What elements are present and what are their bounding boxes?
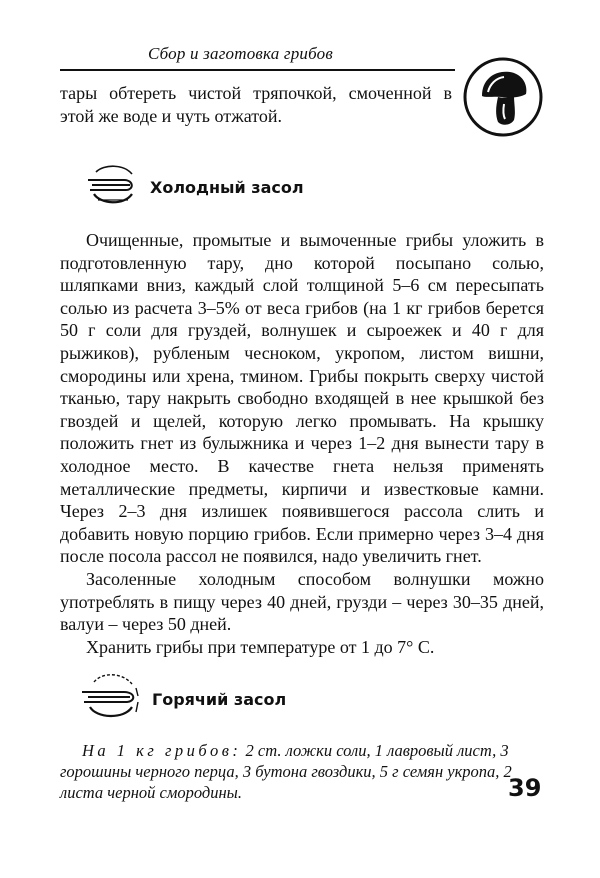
- hot-salting-recipe: [60, 740, 544, 803]
- paragraph: Очищенные, промытые и вымоченные грибы уложить в подготовленную тару, дно которой посыпано солью, шляпками вниз, каждый слой толщиной 5–6 см пересыпать солью из расчета 3–5% от веса грибов (на 1 кг грибов берется 50 г соли для груздей, волнушек и сыроежек и 40 г для рыжиков), рубленым чесноком, укропом, листом вишни, смородины или хрена, тмином. Грибы покрыть сверху чистой тканью, тару накрыть свободно входящей в нее крышкой без гвоздей и щелей, которую легко промывать. На крышку положить гнет из булыжника и через 1–2 дня вынести тару в холодное место. В качестве гнета нельзя применять металлические предметы, кирпичи и известковые камни. Через 2–3 дня излишек появившегося рассола слить и добавить новую порцию грибов. Если примерно через 3–4 дня после посола рассол не появился, надо увеличить гнет.: [60, 230, 544, 567]
- running-head: Сбор и заготовка грибов: [148, 44, 333, 63]
- recipe-ingredients: 2 ст. ложки соли, 1 лавровый лист, 3 горошины черного перца, 3 бутона гвоздики, 5 г семян укропа, 2 листа черной смородины.: [60, 741, 512, 802]
- mushroom-icon: [462, 56, 544, 138]
- paragraph: Хранить грибы при температуре от 1 до 7° С.: [86, 636, 435, 657]
- section-title-cold: Холодный засол: [150, 178, 304, 197]
- page-number: 39: [508, 774, 542, 802]
- wind-bowl-icon: [84, 162, 140, 210]
- cold-salting-text: [60, 229, 544, 658]
- paragraph: Засоленные холодным способом волнушки можно употреблять в пищу через 40 дней, грузди – через 30–35 дней, валуи – через 50 дней.: [60, 568, 544, 635]
- header-rule: [60, 69, 455, 71]
- recipe-text: [60, 740, 544, 803]
- lead-paragraph: тары обтереть чистой тряпочкой, смоченной в этой же воде и чуть отжатой.: [60, 83, 452, 126]
- recipe-lead: На 1 кг грибов:: [82, 741, 242, 760]
- section-title-hot: Горячий засол: [152, 690, 287, 709]
- wind-bowl-icon: [78, 672, 144, 724]
